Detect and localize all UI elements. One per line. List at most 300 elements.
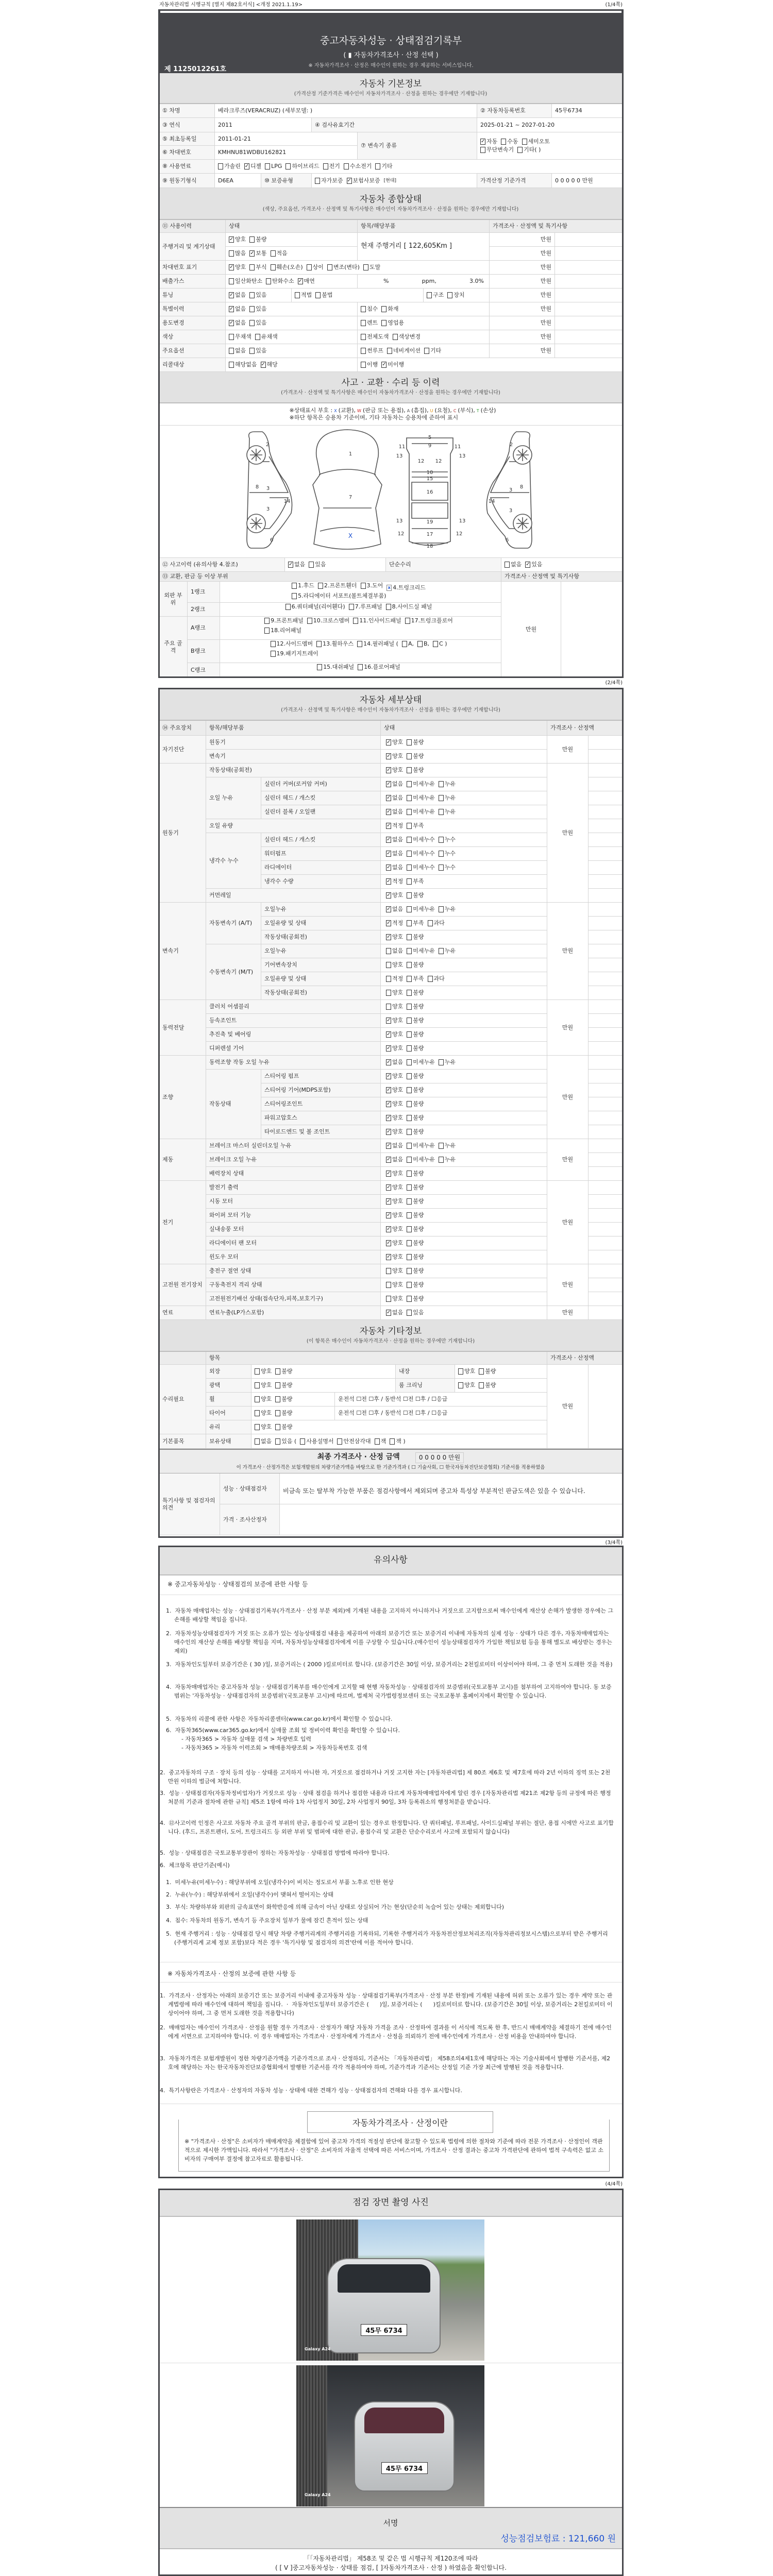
checked-checkbox-icon: ✓	[386, 1157, 391, 1162]
part-number-label: 18	[426, 544, 433, 549]
inspection-item-text: 스티어링 기어(MDPS포함)	[264, 1087, 331, 1094]
price-unit-text: 만원	[562, 1281, 574, 1289]
checkbox-label: 양호	[392, 1267, 404, 1275]
year-label-text: ③ 연식	[162, 121, 180, 128]
checkbox-label: 14.필러패널 (	[363, 640, 398, 647]
checkbox-label: 적정	[392, 822, 404, 829]
inspection-item-text: 라디에이터 팬 모터	[209, 1240, 257, 1247]
checked-checkbox-icon: ✓	[229, 320, 234, 326]
checkbox-label: 상이	[312, 264, 324, 271]
price-unit-text: 만원	[562, 947, 574, 955]
checked-checkbox-icon: ✓	[244, 163, 249, 169]
document-title: 중고자동차성능 · 상태점검기록부	[320, 35, 462, 46]
checkbox-label: B,	[423, 640, 430, 647]
transmission-label-text: ⑦ 변속기 종류	[361, 142, 397, 149]
sub-group-label-text: 오일 누유	[209, 794, 233, 802]
checked-checkbox-icon: ✓	[386, 906, 391, 912]
notice-item: 6. 체크항목 판단기준(예시)	[160, 1862, 230, 1869]
checkbox-label: 불량	[413, 767, 424, 774]
checkbox-label: 무채색	[235, 333, 251, 341]
inspection-item-text: 스티어링조인트	[264, 1100, 303, 1108]
checkbox-label: 없음	[392, 906, 404, 913]
part-number-label: 8	[519, 484, 524, 490]
checkbox-label: 세미오토	[528, 138, 550, 145]
inspection-item-text: 작동상태(공회전)	[209, 767, 252, 774]
checkbox-label: 적법	[301, 292, 312, 299]
legend-symbol: U	[430, 409, 433, 414]
inspection-item-text: 브레이크 오일 누유	[209, 1156, 257, 1163]
year-value-text: 2011	[218, 121, 232, 128]
checkbox-label: 3.도어	[366, 582, 383, 589]
inspection-item-text: 구동축전지 격리 상태	[209, 1281, 262, 1289]
checkbox-label: 양호	[392, 1114, 404, 1122]
main-frame-group-text: 주요 골격	[164, 640, 182, 654]
checked-checkbox-icon: ✓	[229, 236, 234, 242]
section-note: (가격산정 기준가격은 매수인이 자동차가격조사 · 산정을 원하는 경우에만 기재합니다)	[294, 91, 488, 97]
inspection-item-text: 와이퍼 모터 기능	[209, 1212, 251, 1219]
part-number-label: 2	[265, 442, 270, 448]
inspection-item-text: 타이로드엔드 및 볼 조인트	[264, 1128, 330, 1136]
notice-item: 1. 가격조사 · 산정자는 아래의 보증기간 또는 보증거리 이내에 중고자동차 성능 · 상태점검기록부(가격조사 · 산정 부분 한정)에 기재된 내용에 허위 또는 오류가 있는 경우 계약 또는 관계법령에 따라 매수인에 대하여 책임을 집니다. · 자동차인도일부터 보증기간은 ( )일, 보증거리는 ( )킬로미터로 합니다. (보증기간은 30일 이상, 보증거리는 2천킬로미터 이상이어야 하며, 그 중 먼저 도래한 것을 적용합니다)	[160, 1992, 613, 2017]
checkbox-label: 해당없음	[235, 361, 257, 368]
checkbox-label: 미세누유	[413, 1059, 435, 1066]
owned-label-text: 보유상태	[209, 1437, 231, 1445]
price-unit-text: 만원	[540, 236, 551, 243]
checkbox-label: 9.프론트패널	[271, 617, 304, 624]
checkbox-label: 미이행	[388, 361, 405, 368]
inspection-item-text: 동력조향 작동 오일 누유	[209, 1059, 270, 1066]
vin_mark-label-text: 차대번호 표기	[162, 264, 197, 271]
inspection-item-text: 윈도우 모터	[209, 1253, 239, 1261]
device-group-label-text: 동력전달	[162, 1024, 184, 1031]
checkbox-label: 양호	[392, 1003, 404, 1010]
inspection-item-text: 등속조인트	[209, 1017, 237, 1024]
checkbox-label: 디젤	[250, 163, 262, 170]
legend-meaning: (판금 또는 용접),	[362, 407, 406, 414]
price-unit-text: 만원	[562, 1218, 574, 1226]
price-unit-text: 만원	[562, 829, 574, 836]
part-number-label: 1	[348, 451, 352, 457]
inspection-item-text: 발전기 출력	[209, 1184, 239, 1191]
header-price-text: 가격조사 · 산정액	[550, 1354, 594, 1362]
page-number: (4/4쪽)	[605, 2181, 623, 2187]
inspection-item-text: 실린더 헤드 / 개스킷	[264, 794, 316, 802]
inspection-item-text: 충전구 절연 상태	[209, 1267, 251, 1275]
warranty-note: [현대]	[383, 178, 397, 184]
legend-meaning: (교환),	[338, 407, 356, 414]
checkbox-label: 불량	[485, 1382, 496, 1389]
checked-checkbox-icon: ✓	[386, 1101, 391, 1107]
checkbox-label: 양호	[392, 753, 404, 760]
section-title: 자동차 기본정보	[359, 78, 422, 89]
checkbox-label: 잭 )	[396, 1437, 406, 1445]
checked-checkbox-icon: ✓	[386, 1045, 391, 1051]
checked-checkbox-icon: ✓	[298, 278, 303, 284]
notice-item: 3. 자동차인도일부터 보증기간은 ( 30 )일, 보증거리는 ( 2000 )킬로미터로 합니다. (보증기간은 30일 이상, 보증거리는 2천킬로미터 이상이어야 하며, 그 중 먼저 도래한 것을 적용)	[166, 1661, 613, 1668]
section-note: (색상, 주요옵션, 가격조사 · 산정액 및 특기사항은 매수인이 자동차가격조사 · 산정을 원하는 경우에만 기재합니다)	[262, 206, 519, 212]
checkbox-label: 누수	[444, 850, 456, 857]
notice-item: 3. 부식: 차량하부와 외판의 금속표면이 화학반응에 의해 금속이 아닌 상태로 상실되어 가는 현상(단순히 녹슬어 있는 상태는 제외합니다)	[166, 1904, 505, 1910]
checkbox-label: 없음	[235, 319, 246, 327]
license-plate: 45무 6734	[361, 2324, 407, 2336]
notice-item: 3. 자동차가격은 보험개발원이 정한 차량기준가액을 기준가격으로 조사 · 산정하되, 기준서는 「자동차관리법」 제58조의4제1호에 해당하는 자는 기술사회에서 발행한 기준서를, 제2호에 해당하는 자는 한국자동차진단보증협회에서 발행한 기준서를 각각 적용하여야 하며, 기준가격과 기준서는 산정일 기준 가장 최근에 발행된 것을 적용합니다.	[160, 2055, 611, 2071]
wheel-position-options-text: 운전석 ☐전 ☐후 / 동반석 ☐전 ☐후 / ☐응급	[338, 1396, 448, 1403]
header-item-text: 항목/해당부품	[361, 223, 396, 230]
checkbox-label: 양호	[392, 1017, 404, 1024]
camera-watermark: Galaxy A24	[305, 2493, 331, 2497]
checkbox-label: 양호	[392, 1226, 404, 1233]
legend-symbol: X	[334, 409, 337, 414]
checkbox-label: 없음	[511, 561, 522, 568]
checked-checkbox-icon: ✓	[229, 292, 234, 298]
notice-item: 1. 자동차 매매업자는 성능 · 상태점검기록부(가격조사 · 산정 부분 제외)에 기재된 내용을 고지하지 아니하거나 거짓으로 고지함으로써 매수인에게 재산상 손해가 발생한 경우에는 그 손해를 배상할 책임을 집니다.	[166, 1607, 615, 1623]
device-group-label-text: 조향	[162, 1093, 174, 1100]
checkbox-label: 없음	[392, 947, 404, 955]
checkbox-label: 15.대쉬패널	[323, 664, 355, 670]
emission-unit: %	[383, 278, 389, 285]
part-number-label: 12	[456, 531, 463, 537]
checkbox-label: 양호	[261, 1423, 272, 1431]
inspection-item-text: 냉각수 수량	[264, 878, 294, 885]
checkbox-label: 화재	[388, 306, 399, 313]
part-number-label: 5	[428, 435, 432, 440]
checked-checkbox-icon: ✓	[386, 795, 391, 801]
checkbox-label: 17.트렁크플로어	[411, 617, 453, 624]
confirmation-line-2: ( [ V ]중고자동차성능 · 상태를 점검, [ ]자동차가격조사 · 산정 ) 하였음을 확인합니다.	[275, 2564, 507, 2571]
checkbox-label: 변조(변타)	[333, 264, 360, 271]
form-reference: 자동차관리법 시행규칙 [별지 제82호서식] <개정 2021.1.19>	[159, 2, 303, 8]
checkbox-label: 구조	[433, 292, 444, 299]
inspection-item-text: 디퍼렌셜 기어	[209, 1045, 244, 1052]
checkbox-label: 불법	[322, 292, 333, 299]
checkbox-label: 없음	[392, 808, 404, 816]
checkbox-label: 없음	[235, 306, 246, 313]
checkbox-label: 기타	[430, 347, 442, 354]
outer-panel-group-text: 외판 부위	[164, 591, 182, 606]
checkbox-label: 적정	[392, 975, 404, 982]
vin-label-text: ⑥ 차대번호	[162, 149, 191, 156]
checkbox-label: 잭	[380, 1437, 386, 1445]
inspection-item-text: 라디에이터	[264, 864, 292, 871]
page-number: (2/4쪽)	[605, 680, 623, 686]
notice-item: 2. 자동차성능상태점검자가 거짓 또는 오류가 있는 성능상태점검 내용을 제공하여 아래의 보증기간 또는 보증거리 이내에 자동차의 실제 성능 · 상태가 다른 경우, 자동차매매업자는 매수인의 재산상 손해를 배상할 책임을 지며, 자동차성능상태점검자에게 이를 구상할 수 있습니다.(매수인이 성능상태점검자가 가입한 책임보험 등을 통해 별도로 배상받는 경우는 제외)	[166, 1630, 614, 1655]
rank-label-text: B랭크	[191, 648, 206, 655]
document-subtitle: ( ▮ 자동차가격조사 · 산정 선택 )	[343, 52, 439, 59]
part-number-label: 13	[396, 518, 403, 524]
part-number-label: 3	[266, 486, 270, 492]
sub-group-label-text: 작동상태	[209, 1100, 231, 1108]
checked-checkbox-icon: ✓	[526, 562, 530, 567]
checkbox-label: 불량	[413, 1295, 424, 1302]
fuel-label-text: ⑧ 사용연료	[162, 163, 191, 170]
checked-checkbox-icon: ✓	[289, 562, 293, 567]
legend-symbol: C	[453, 409, 457, 414]
header-usage-text: ⑪ 사용이력	[162, 223, 192, 230]
checkbox-label: 없음	[392, 1309, 404, 1316]
page-2-border	[158, 688, 624, 1538]
inspection-item-text: 실내송풍 모터	[209, 1226, 244, 1233]
checkbox-label: 불량	[413, 1240, 424, 1247]
color-label-text: 색상	[162, 333, 174, 341]
checkbox-label: 침수	[367, 306, 378, 313]
device-group-label-text: 제동	[162, 1156, 174, 1163]
section-title: 자동차 세부상태	[359, 695, 422, 706]
price-unit-text: 만원	[540, 347, 551, 354]
checkbox-label: 누유	[444, 1142, 456, 1149]
part-number-label: 15	[426, 476, 433, 482]
checked-checkbox-icon: ✓	[386, 934, 391, 940]
inspection-item-text: 고전원전기배선 상태(접속단자,피복,보호기구)	[209, 1295, 323, 1302]
final-price-note: 이 가격조사 · 산정가격은 보험개발원의 차량기준가액을 바탕으로 한 기준가격과 ( ☐ 기술사회, ☐ 한국자동차진단보증협회) 기준서를 적용하였음	[236, 1464, 545, 1470]
checkbox-label: 불량	[413, 1170, 424, 1177]
checkbox-label: 양호	[392, 1240, 404, 1247]
inspection-item-text: 클러치 어셈블리	[209, 1003, 249, 1010]
checkbox-label: 양호	[392, 739, 404, 746]
section-title: 사고 · 교환 · 수리 등 이력	[341, 378, 440, 388]
notice-item: 3. 성능 · 상태점검자(자동차정비업자)가 거짓으로 성능 · 상태 점검을 하거나 점검한 내용과 다르게 자동차매매업자에게 알린 경우 [자동차관리법 제21조 제2항 등의 규정에 따른 행정처분의 기준과 절차에 관한 규칙] 제5조 1항에 따라 1차 사업정지 30일, 2차 사업정지 90일, 3차 등록취소의 행정처분을 받습니다.	[160, 1790, 611, 1806]
notice-item: 2. 중고자동차의 구조 · 장치 등의 성능 · 상태를 고지하지 아니한 자, 거짓으로 점검하거나 거짓 고지한 자는 [자동차관리법] 제 80조 제6호 및 제7호에 따라 2년 이하의 징역 또는 2천만원 이하의 벌금에 처합니다.	[160, 1769, 611, 1785]
final-price-label: 최종 가격조사 · 산정 금액	[317, 1453, 400, 1462]
accident-price-header-text: 가격조사 · 산정액 및 특기사항	[505, 573, 579, 580]
checkbox-label: 자가보증	[321, 177, 343, 184]
checkbox-label: 있음	[315, 561, 326, 568]
checkbox-label: 도말	[369, 264, 381, 271]
inspection-item-text: 워터펌프	[264, 850, 287, 857]
checkbox-label: 미세누유	[413, 906, 435, 913]
checkbox-label: 미세누유	[413, 808, 435, 816]
base-price-value-text: 0 0 0 0 0 만원	[555, 177, 593, 184]
checkbox-label: 없음	[261, 1437, 272, 1445]
rank-label-text: A랭크	[191, 624, 206, 632]
part-number-label: 11	[398, 444, 406, 450]
checkbox-label: 양호	[392, 1045, 404, 1052]
document-number: 제 1125012261호	[164, 65, 227, 73]
checkbox-label: 영업용	[388, 319, 405, 327]
checkbox-label: 불량	[413, 1017, 424, 1024]
device-group-label-text: 자기진단	[162, 745, 184, 753]
checkbox-label: 불량	[413, 1226, 424, 1233]
checkbox-label: 보험사보증	[352, 177, 380, 184]
checkbox-label: 누수	[444, 864, 456, 871]
checkbox-label: 누유	[444, 1156, 456, 1163]
checked-checkbox-icon: ✓	[386, 865, 391, 870]
checkbox-label: 4.트렁크리드	[393, 584, 426, 591]
part-number-label: 13	[459, 518, 466, 524]
checkbox-label: 없음	[294, 561, 306, 568]
checkbox-label: 렌트	[367, 319, 378, 327]
part-number-label: 17	[426, 532, 433, 537]
section-title: 자동차 종합상태	[359, 194, 422, 205]
inspection-item-text: 오일유량 및 상태	[264, 920, 307, 927]
checked-checkbox-icon: ✓	[386, 1171, 391, 1176]
checkbox-label: 장치	[453, 292, 465, 299]
checkbox-label: 미세누유	[413, 781, 435, 788]
part-number-label: 9	[428, 443, 432, 449]
checked-checkbox-icon: ✓	[386, 1018, 391, 1023]
page-4-border	[158, 2189, 624, 2576]
checkbox-label: 있음 (	[281, 1437, 297, 1445]
checkbox-label: 없음	[392, 1156, 404, 1163]
checked-checkbox-icon: ✓	[386, 892, 391, 898]
emission-label-text: 배출가스	[162, 278, 184, 285]
sub-group-label-text: 냉각수 누수	[209, 857, 239, 864]
section-title: 자동차 기타정보	[359, 1326, 422, 1336]
first-registration-value-text: 2011-01-21	[218, 135, 251, 142]
section-note: (가격조사 · 산정액 및 특기사항은 매수인이 자동차가격조사 · 산정을 원하는 경우에만 기재합니다)	[281, 390, 500, 396]
inspection-item-text: 원동기	[209, 739, 226, 746]
first-registration-label-text: ⑤ 최초등록일	[162, 135, 197, 142]
device-group-label-text: 고전원 전기장치	[162, 1281, 203, 1289]
price-unit-text: 만원	[562, 745, 574, 753]
checkbox-label: 무단변속기	[486, 146, 514, 153]
inspection-item-text: 배력장치 상태	[209, 1170, 244, 1177]
checked-checkbox-icon: ✓	[250, 250, 255, 256]
header-status-text: 상태	[229, 223, 240, 230]
notice-item: 5. 자동차의 리콜에 관한 사항은 자동차리콜센터(www.car.go.kr)에서 확인할 수 있습니다.	[166, 1716, 393, 1722]
option-label-text: 주요옵션	[162, 347, 184, 354]
accident-price-unit-text: 만원	[525, 626, 537, 633]
notice-item: 5. 성능 · 상태점검은 국토교통부장관이 정하는 자동차성능 · 상태점검 방법에 따라야 합니다.	[160, 1850, 390, 1856]
inspection-item-text: 파워고압호스	[264, 1114, 297, 1122]
section-title: 유의사항	[374, 1555, 408, 1566]
checkbox-label: 7.루프패널	[355, 603, 382, 610]
checkbox-label: 11.인사이드패널	[359, 617, 401, 624]
checked-checkbox-icon: ✓	[386, 823, 391, 828]
checked-checkbox-icon: ✓	[386, 739, 391, 745]
checkbox-label: 불량	[413, 1087, 424, 1094]
part-number-label: 12	[435, 459, 442, 464]
price-unit-text: 만원	[540, 292, 551, 299]
checked-checkbox-icon: ✓	[386, 920, 391, 926]
part-number-label: 3	[509, 487, 513, 493]
checkbox-label: 불량	[413, 753, 424, 760]
checkbox-label: 해당	[266, 361, 278, 368]
checkbox-label: 불량	[281, 1423, 293, 1431]
checked-checkbox-icon: ✓	[386, 1254, 391, 1260]
inspection-item-text: 시동 모터	[209, 1198, 233, 1205]
tire-label-text: 타이어	[209, 1410, 226, 1417]
checkbox-label: 없음	[392, 1142, 404, 1149]
checkbox-label: 네비게이션	[393, 347, 421, 354]
page-number: (3/4쪽)	[605, 1540, 623, 1546]
checked-checkbox-icon: ✓	[386, 851, 391, 856]
sub-group-label-text: 자동변속기 (A/T)	[209, 920, 253, 927]
legend-symbol: W	[357, 409, 361, 414]
inspection-item-text: 추진축 및 베어링	[209, 1031, 251, 1038]
checked-checkbox-icon: ✓	[386, 1031, 391, 1037]
header-price-text: 가격조사 · 산정액	[550, 724, 594, 732]
price-unit-text: 만원	[562, 1024, 574, 1031]
base-price-label-text: 가격산정 기준가격	[480, 177, 526, 184]
checkbox-label: 있음	[256, 319, 267, 327]
legend-symbol: A	[407, 409, 410, 414]
checkbox-label: 과다	[433, 920, 445, 927]
checked-checkbox-icon: ✓	[386, 767, 391, 773]
notices-subtitle: ※ 중고자동차성능 · 상태점검의 보증에 관한 사항 등	[167, 1581, 308, 1588]
checkbox-label: 불량	[413, 1100, 424, 1108]
checkbox-label: 양호	[392, 1031, 404, 1038]
price-unit-text: 만원	[562, 1403, 574, 1410]
notice-item: 4. 특기사항란은 가격조사 · 산정자의 자동차 성능 · 상태에 대한 견해가 성능 · 상태점검자의 견해와 다를 경우 표시합니다.	[160, 2087, 462, 2094]
checkbox-label: 미세누수	[413, 850, 435, 857]
checkbox-label: 불량	[413, 739, 424, 746]
inspection-period-label-text: ④ 검사유효기간	[315, 121, 355, 128]
service-note: ※ 자동차가격조사 · 산정은 매수인이 원하는 경우 제공하는 서비스입니다.	[308, 63, 474, 69]
device-group-label-text: 원동기	[162, 829, 179, 836]
checkbox-label: 불량	[413, 1281, 424, 1289]
checkbox-label: 부식	[256, 264, 267, 271]
checkbox-label: 양호	[392, 989, 404, 996]
checkbox-label: 없음	[392, 781, 404, 788]
legend-note: ※하단 항목은 승용차 기준이며, 기타 자동차는 승용차에 준하여 표시	[289, 414, 459, 421]
checkbox-label: 많음	[235, 250, 246, 257]
checkbox-label: 미세누수	[413, 836, 435, 843]
inspection-item-text: 오일누유	[264, 906, 287, 913]
checkbox-label: 양호	[261, 1368, 272, 1375]
checkbox-label: 없음	[392, 850, 404, 857]
section-title: 점검 장면 촬영 사진	[352, 2197, 429, 2208]
part-number-label: 16	[426, 489, 433, 495]
checked-checkbox-icon: ✓	[261, 362, 265, 367]
checkbox-label: 양호	[261, 1382, 272, 1389]
checkbox-label: 누유	[444, 906, 456, 913]
inspection-period-value-text: 2025-01-21 ~ 2027-01-20	[480, 121, 555, 128]
checked-checkbox-icon: ✓	[386, 1129, 391, 1134]
checkbox-label: 불량	[413, 989, 424, 996]
checkbox-label: 2.프론트휀더	[324, 582, 357, 589]
checkbox-label: 18.리어패널	[271, 626, 302, 634]
exchange-mark-checkbox-icon: x	[386, 585, 392, 591]
checkbox-label: 가솔린	[224, 163, 241, 170]
checkbox-label: 있음	[256, 292, 267, 299]
opinion-label-text: 특기사항 및 점검자의 의견	[162, 1497, 215, 1511]
price-unit-text: 만원	[540, 333, 551, 341]
checkbox-label: 양호	[392, 961, 404, 969]
inspector-label-text: 성능 · 상태점검자	[223, 1485, 267, 1492]
inspection-item-text: 오일유량 및 상태	[264, 975, 307, 982]
checkbox-label: 양호	[392, 1253, 404, 1261]
checkbox-label: 누유	[444, 808, 456, 816]
checkbox-label: 없음	[235, 292, 246, 299]
checkbox-label: 부족	[413, 822, 424, 829]
engine-type-value-text: D6EA	[218, 177, 233, 184]
info-box-text: ※ "가격조사 · 산정"은 소비자가 매매계약을 체결함에 있어 중고차 가격의 적절성 판단에 참고할 수 있도록 법령에 의한 절차와 기준에 따라 전문 가격조사 · 산정인이 객관적으로 제시한 가액입니다. 따라서 "가격조사 · 산정"은 소비자의 자율적 선택에 따른 서비스이며, 가격조사 · 산정 결과는 중고차 가격판단에 관하여 법적 구속력은 없고 소비자의 구매여부 결정에 참고자료로 활용됩니다.	[184, 2138, 603, 2163]
appraiser-label-text: 가격 · 조사산정자	[223, 1516, 267, 1523]
checkbox-label: 양호	[392, 1128, 404, 1136]
checkbox-label: 불량	[413, 1114, 424, 1122]
checked-checkbox-icon: ✓	[386, 1184, 391, 1190]
interior-label-text: 내장	[399, 1368, 410, 1375]
inspection-item-text: 작동상태(공회전)	[264, 934, 307, 941]
checkbox-label: 8.사이드실 패널	[392, 603, 432, 610]
checkbox-label: 없음	[235, 347, 246, 354]
checkbox-label: 불량	[413, 934, 424, 941]
checkbox-label: A,	[408, 640, 414, 647]
checkbox-label: 적정	[392, 920, 404, 927]
checkbox-label: 부족	[413, 920, 424, 927]
checkbox-label: 12.사이드멤버	[276, 640, 313, 647]
checked-checkbox-icon: ✓	[386, 809, 391, 815]
use-label-text: 용도변경	[162, 319, 184, 327]
checkbox-label: 부족	[413, 975, 424, 982]
checkbox-label: 불량	[413, 1128, 424, 1136]
inspection-item-text: 연료누출(LP가스포함)	[209, 1309, 264, 1316]
checked-checkbox-icon: ✓	[386, 753, 391, 759]
checkbox-label: 매연	[304, 278, 315, 285]
glass-label-text: 유리	[209, 1423, 221, 1431]
checkbox-label: 양호	[392, 1170, 404, 1177]
confirmation-line-1: 「「자동차관리법」 제58조 및 같은 법 시행규칙 제120조에 따라	[304, 2555, 478, 2562]
